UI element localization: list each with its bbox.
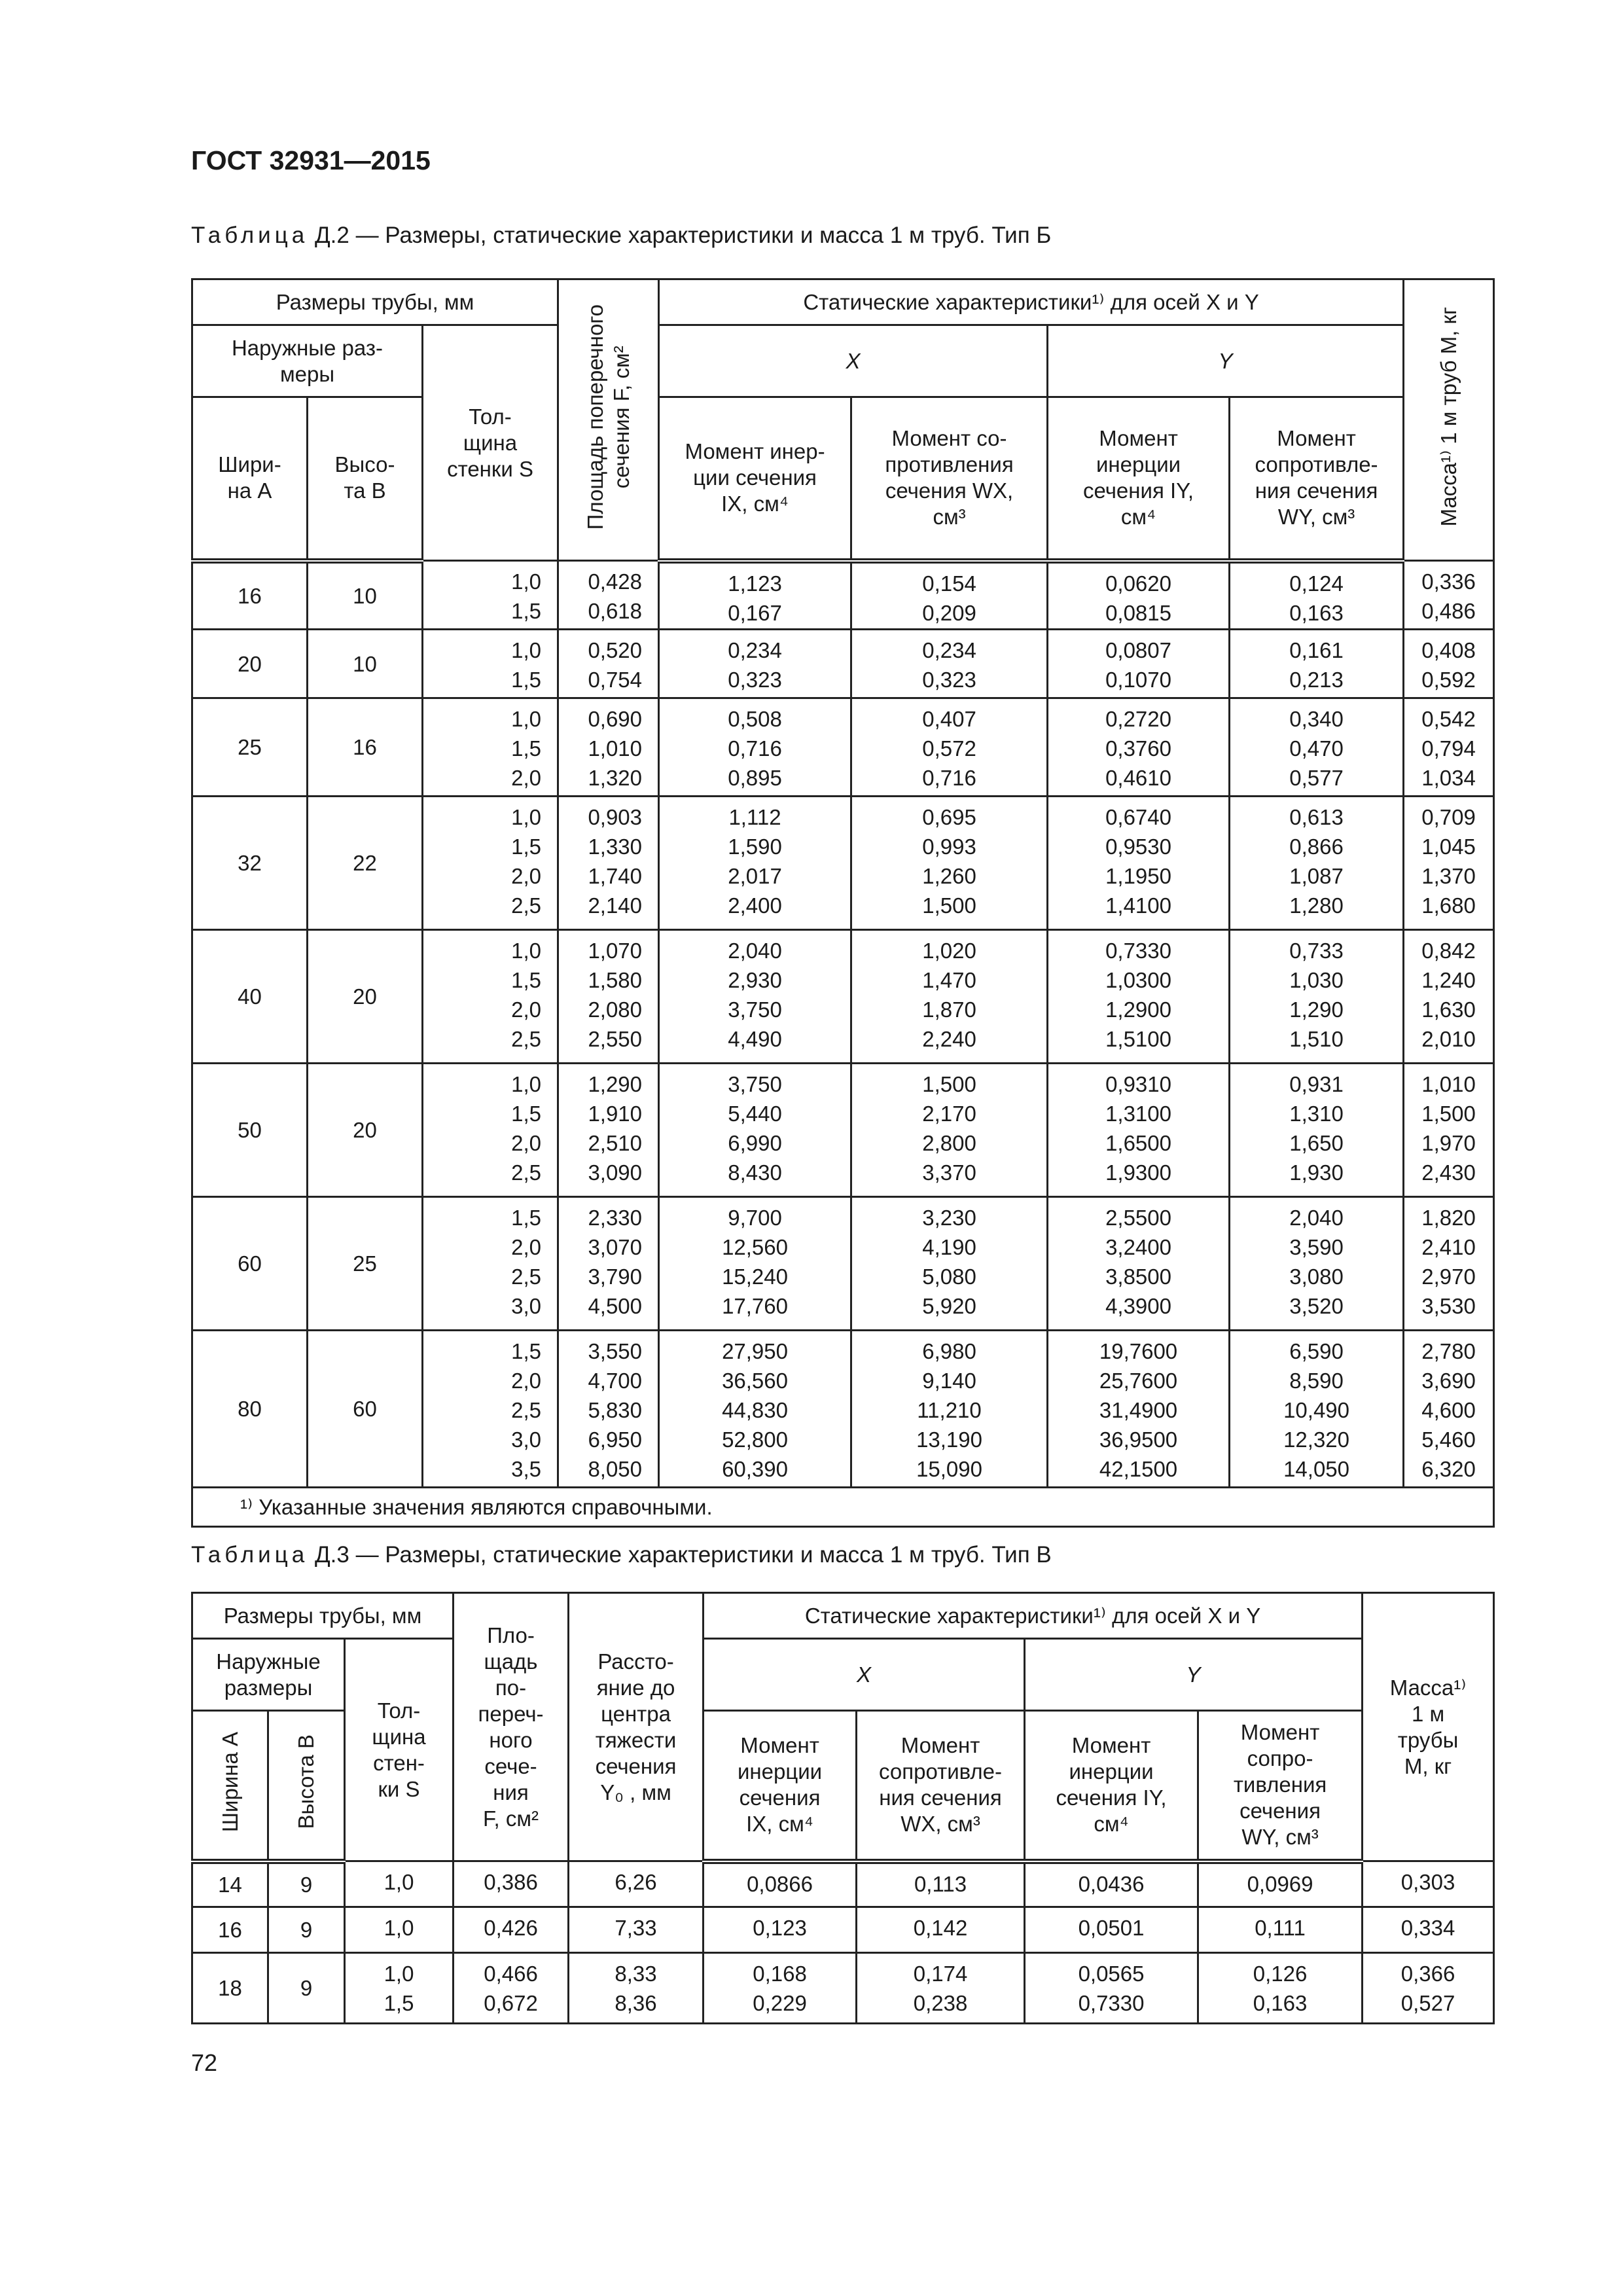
cell-wy: 0,613 0,866 1,087 1,280 (1230, 797, 1404, 930)
cell-wall: 1,0 1,5 (423, 561, 558, 630)
cell-wall: 1,0 1,5 (345, 1953, 454, 2024)
cell-width: 32 (192, 797, 308, 930)
cell-wx: 0,234 0,323 (851, 630, 1048, 698)
cell-centroid: 8,33 8,36 (569, 1953, 704, 2024)
cell-ix: 2,040 2,930 3,750 4,490 (659, 930, 851, 1064)
cell-width: 16 (192, 561, 308, 630)
cell-wx: 0,154 0,209 (851, 561, 1048, 630)
cell-height: 9 (268, 1907, 345, 1953)
table-d3-caption (191, 1542, 1052, 1568)
cell-area: 0,903 1,330 1,740 2,140 (558, 797, 659, 930)
table-row (192, 797, 1494, 930)
cell-mass: 1,010 1,500 1,970 2,430 (1404, 1064, 1494, 1197)
header-pipe-dimensions: Размеры трубы, мм (192, 1593, 454, 1639)
cell-width: 60 (192, 1197, 308, 1331)
cell-ix: 3,750 5,440 6,990 8,430 (659, 1064, 851, 1197)
cell-area: 0,426 (454, 1907, 569, 1953)
header-section-modulus-x: Момент сопротивле- ния сечения WX, см³ (857, 1711, 1025, 1861)
cell-ix: 0,168 0,229 (704, 1953, 857, 2024)
cell-area: 0,690 1,010 1,320 (558, 698, 659, 797)
caption-prefix: Таблица (191, 1542, 309, 1568)
cell-wy: 0,111 (1198, 1907, 1363, 1953)
header-mass: Масса¹⁾ 1 м труб M, кг (1404, 279, 1494, 561)
header-wall-thickness: Тол- щина стенки S (423, 325, 558, 561)
header-static-characteristics: Статические характеристики¹⁾ для осей X и Y (659, 279, 1404, 325)
header-section-modulus-y: Момент сопро- тивления сечения WY, см³ (1198, 1711, 1363, 1861)
header-axis-x: X (659, 325, 1048, 397)
header-section-modulus-x: Момент со- противления сечения WX, см³ (851, 397, 1048, 561)
cell-area: 1,290 1,910 2,510 3,090 (558, 1064, 659, 1197)
header-moment-inertia-y: Момент инерции сечения IY, см⁴ (1048, 397, 1230, 561)
table-d3 (191, 1592, 1495, 2024)
cell-area: 1,070 1,580 2,080 2,550 (558, 930, 659, 1064)
cell-wall: 1,5 2,0 2,5 3,0 (423, 1197, 558, 1331)
cell-ix: 1,112 1,590 2,017 2,400 (659, 797, 851, 930)
cell-wy: 0,126 0,163 (1198, 1953, 1363, 2024)
header-mass: Масса¹⁾ 1 м трубы M, кг (1363, 1593, 1494, 1861)
cell-mass: 2,780 3,690 4,600 5,460 6,320 (1404, 1331, 1494, 1488)
cell-mass: 0,334 (1363, 1907, 1494, 1953)
page-number: 72 (191, 2049, 218, 2076)
header-moment-inertia-x: Момент инерции сечения IX, см⁴ (704, 1711, 857, 1861)
cell-wy: 0,340 0,470 0,577 (1230, 698, 1404, 797)
cell-iy: 0,0620 0,0815 (1048, 561, 1230, 630)
header-outer-dimensions: Наружные размеры (192, 1639, 345, 1711)
header-width: Ширина A (192, 1711, 268, 1861)
cell-height: 9 (268, 1861, 345, 1907)
cell-wy: 2,040 3,590 3,080 3,520 (1230, 1197, 1404, 1331)
cell-ix: 0,508 0,716 0,895 (659, 698, 851, 797)
cell-wall: 1,0 1,5 2,0 2,5 (423, 930, 558, 1064)
cell-iy: 0,0807 0,1070 (1048, 630, 1230, 698)
header-centroid-distance: Рассто- яние до центра тяжести сечения Y₀ , мм (569, 1593, 704, 1861)
cell-area: 0,386 (454, 1861, 569, 1907)
cell-ix: 9,700 12,560 15,240 17,760 (659, 1197, 851, 1331)
cell-wy: 6,590 8,590 10,490 12,320 14,050 (1230, 1331, 1404, 1488)
cell-iy: 0,2720 0,3760 0,4610 (1048, 698, 1230, 797)
cell-ix: 27,950 36,560 44,830 52,800 60,390 (659, 1331, 851, 1488)
cell-ix: 0,123 (704, 1907, 857, 1953)
header-outer-dimensions: Наружные раз- меры (192, 325, 423, 397)
cell-wx: 0,174 0,238 (857, 1953, 1025, 2024)
cell-height: 16 (308, 698, 423, 797)
cell-wy: 0,931 1,310 1,650 1,930 (1230, 1064, 1404, 1197)
cell-ix: 0,234 0,323 (659, 630, 851, 698)
header-area: Пло- щадь по- переч- ного сече- ния F, см² (454, 1593, 569, 1861)
cell-wx: 0,695 0,993 1,260 1,500 (851, 797, 1048, 930)
cell-width: 14 (192, 1861, 268, 1907)
cell-height: 60 (308, 1331, 423, 1488)
cell-width: 16 (192, 1907, 268, 1953)
cell-height: 9 (268, 1953, 345, 2024)
cell-wy: 0,733 1,030 1,290 1,510 (1230, 930, 1404, 1064)
cell-wall: 1,0 1,5 2,0 (423, 698, 558, 797)
header-pipe-dimensions: Размеры трубы, мм (192, 279, 558, 325)
cell-iy: 2,5500 3,2400 3,8500 4,3900 (1048, 1197, 1230, 1331)
cell-width: 80 (192, 1331, 308, 1488)
header-axis-y: Y (1025, 1639, 1363, 1711)
cell-wx: 3,230 4,190 5,080 5,920 (851, 1197, 1048, 1331)
header-static-characteristics: Статические характеристики¹⁾ для осей X и Y (704, 1593, 1363, 1639)
cell-mass: 0,842 1,240 1,630 2,010 (1404, 930, 1494, 1064)
caption-text: Д.2 — Размеры, статические характеристики и масса 1 м труб. Тип Б (308, 223, 1052, 248)
header-wall-thickness: Тол- щина стен- ки S (345, 1639, 454, 1861)
header-area: Площадь поперечного сечения F, см² (558, 279, 659, 561)
cell-height: 22 (308, 797, 423, 930)
table-row (192, 698, 1494, 797)
cell-wall: 1,5 2,0 2,5 3,0 3,5 (423, 1331, 558, 1488)
cell-iy: 0,9310 1,3100 1,6500 1,9300 (1048, 1064, 1230, 1197)
cell-wx: 1,500 2,170 2,800 3,370 (851, 1064, 1048, 1197)
cell-height: 10 (308, 561, 423, 630)
cell-mass: 0,542 0,794 1,034 (1404, 698, 1494, 797)
table-d2 (191, 278, 1495, 1528)
cell-iy: 0,7330 1,0300 1,2900 1,5100 (1048, 930, 1230, 1064)
cell-iy: 0,0565 0,7330 (1025, 1953, 1198, 2024)
header-section-modulus-y: Момент сопротивле- ния сечения WY, см³ (1230, 397, 1404, 561)
header-moment-inertia-x: Момент инер- ции сечения IX, см⁴ (659, 397, 851, 561)
cell-centroid: 7,33 (569, 1907, 704, 1953)
cell-area: 0,520 0,754 (558, 630, 659, 698)
cell-area: 0,466 0,672 (454, 1953, 569, 2024)
table-row (192, 630, 1494, 698)
table-row (192, 1953, 1494, 2024)
cell-wall: 1,0 1,5 2,0 2,5 (423, 1064, 558, 1197)
cell-area: 3,550 4,700 5,830 6,950 8,050 (558, 1331, 659, 1488)
table-row (192, 1907, 1494, 1953)
table-row (192, 1197, 1494, 1331)
cell-iy: 0,0501 (1025, 1907, 1198, 1953)
cell-iy: 0,6740 0,9530 1,1950 1,4100 (1048, 797, 1230, 930)
cell-wx: 0,142 (857, 1907, 1025, 1953)
cell-wx: 1,020 1,470 1,870 2,240 (851, 930, 1048, 1064)
cell-width: 20 (192, 630, 308, 698)
caption-prefix: Таблица (191, 223, 309, 248)
cell-mass: 1,820 2,410 2,970 3,530 (1404, 1197, 1494, 1331)
cell-ix: 1,123 0,167 (659, 561, 851, 630)
cell-mass: 0,408 0,592 (1404, 630, 1494, 698)
cell-mass: 0,709 1,045 1,370 1,680 (1404, 797, 1494, 930)
header-axis-y: Y (1048, 325, 1404, 397)
table-row (192, 1331, 1494, 1488)
caption-text: Д.3 — Размеры, статические характеристики и масса 1 м труб. Тип В (308, 1542, 1052, 1568)
cell-width: 40 (192, 930, 308, 1064)
cell-wy: 0,124 0,163 (1230, 561, 1404, 630)
header-height: Высота B (268, 1711, 345, 1861)
cell-wx: 6,980 9,140 11,210 13,190 15,090 (851, 1331, 1048, 1488)
cell-height: 20 (308, 1064, 423, 1197)
cell-width: 18 (192, 1953, 268, 2024)
table-row (192, 930, 1494, 1064)
table-d2-footnote: ¹⁾ Указанные значения являются справочными. (192, 1488, 1494, 1527)
cell-area: 0,428 0,618 (558, 561, 659, 630)
header-moment-inertia-y: Момент инерции сечения IY, см⁴ (1025, 1711, 1198, 1861)
cell-wy: 0,161 0,213 (1230, 630, 1404, 698)
table-row (192, 561, 1494, 630)
cell-wall: 1,0 1,5 (423, 630, 558, 698)
cell-iy: 19,7600 25,7600 31,4900 36,9500 42,1500 (1048, 1331, 1230, 1488)
cell-wall: 1,0 1,5 2,0 2,5 (423, 797, 558, 930)
header-width: Шири- на A (192, 397, 308, 561)
cell-wx: 0,113 (857, 1861, 1025, 1907)
cell-centroid: 6,26 (569, 1861, 704, 1907)
cell-wall: 1,0 (345, 1907, 454, 1953)
cell-mass: 0,303 (1363, 1861, 1494, 1907)
cell-width: 50 (192, 1064, 308, 1197)
header-axis-x: X (704, 1639, 1025, 1711)
cell-ix: 0,0866 (704, 1861, 857, 1907)
table-row (192, 1064, 1494, 1197)
header-height: Высо- та B (308, 397, 423, 561)
document-title: ГОСТ 32931—2015 (191, 145, 431, 175)
table-row (192, 1861, 1494, 1907)
cell-wy: 0,0969 (1198, 1861, 1363, 1907)
cell-iy: 0,0436 (1025, 1861, 1198, 1907)
table-d2-caption (191, 223, 1051, 249)
cell-height: 10 (308, 630, 423, 698)
cell-mass: 0,366 0,527 (1363, 1953, 1494, 2024)
cell-wall: 1,0 (345, 1861, 454, 1907)
cell-wx: 0,407 0,572 0,716 (851, 698, 1048, 797)
cell-height: 25 (308, 1197, 423, 1331)
cell-height: 20 (308, 930, 423, 1064)
cell-width: 25 (192, 698, 308, 797)
cell-area: 2,330 3,070 3,790 4,500 (558, 1197, 659, 1331)
cell-mass: 0,336 0,486 (1404, 561, 1494, 630)
